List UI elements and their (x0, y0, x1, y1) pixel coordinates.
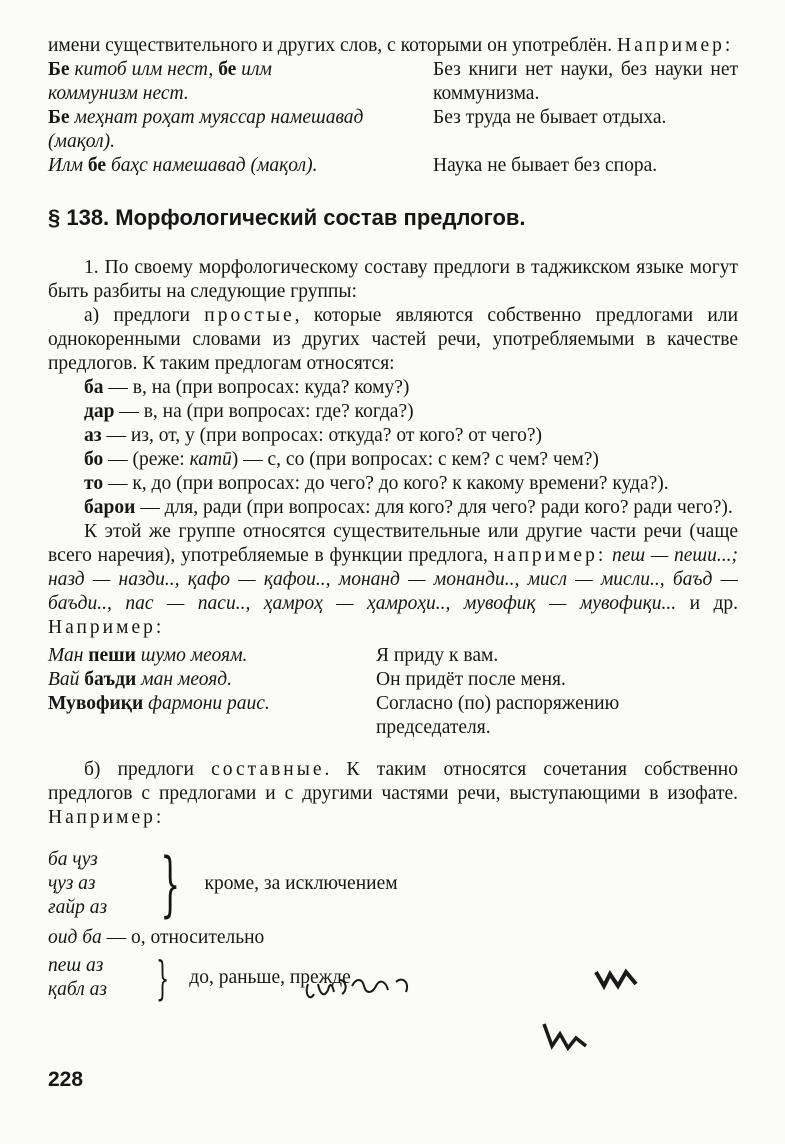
preposition-desc: ) — с, со (при вопросах: с кем? с чем? чем?) (231, 449, 599, 470)
example-run: Бе (48, 59, 75, 80)
example-run: баҳс намешавад (мақол). (110, 155, 318, 176)
example-row (48, 154, 738, 178)
example-russian: Я приду к вам. (376, 645, 499, 666)
example-run: Бе (48, 107, 75, 128)
paragraph-a-prefix: а) предлоги (84, 305, 190, 326)
example-run: фармони раис. (148, 693, 270, 714)
example-tajik (48, 668, 376, 692)
example-tajik (48, 106, 366, 154)
preposition-item (48, 496, 738, 520)
example-russian: Он придёт после меня. (376, 669, 566, 690)
example-run: меҳнат роҳат муяссар намешавад (мақол). (48, 107, 364, 152)
preposition-item (48, 424, 738, 448)
same-group-text: К этой же группе относятся существительные или другие части речи (чаще всего наречия), употребляемые в функции предлога, (48, 521, 738, 566)
example-row (48, 106, 738, 154)
example-run: Илм (48, 155, 88, 176)
example-run: шумо меоям. (140, 645, 248, 666)
examples-block-2 (48, 644, 738, 740)
paragraph-b-prefix: б) предлоги (84, 759, 194, 780)
compound-word: ба ҷуз (48, 849, 98, 870)
preposition-item (48, 400, 738, 424)
handwritten-scribble-icon (540, 1018, 600, 1052)
preposition-desc: — (реже: (103, 449, 190, 470)
example-tajik (48, 692, 376, 740)
handwritten-scribble-icon (300, 972, 430, 1012)
same-group-list: пеш — пеши...; назд — назди.., қафо — қафои.., монанд — монанди.., мисл — мисли.., баъд — баъди.., пас — паси.., ҳамроҳ — ҳамроҳи.., мувофиқ — мувофиқи... (48, 545, 739, 614)
compound-word: қабл аз (48, 979, 107, 1000)
example-run: Мувофиқи (48, 693, 149, 714)
preposition-item (48, 376, 738, 400)
intro-text: имени существительного и других слов, с которыми он употреблён. (48, 35, 613, 56)
example-russian: Без труда не бывает отдыха. (433, 107, 667, 128)
paragraph-same-group (48, 520, 738, 640)
page-number: 228 (48, 1068, 84, 1091)
same-group-example-word: например: (493, 545, 607, 566)
compound-line-2 (48, 926, 738, 950)
preposition-word: дар (84, 401, 115, 422)
prepositions-list (48, 376, 738, 520)
example-russian: Согласно (по) распоряжению председателя. (376, 693, 620, 738)
compound-group-1 (48, 843, 738, 925)
handwritten-scribble-icon (592, 962, 652, 992)
example-run: бе (87, 155, 111, 176)
section-heading: § 138. Морфологический состав предлогов. (48, 205, 526, 230)
preposition-item (48, 472, 738, 496)
preposition-desc: — в, на (при вопросах: где? когда?) (114, 401, 414, 422)
example-tajik (48, 644, 376, 668)
paragraph-b-rest: . К таким относятся сочетания собственно предлогов с предлогами и с другими частями речи, выступающими в изофате. (48, 759, 738, 804)
paragraph-b-term: составные (211, 759, 325, 780)
preposition-desc: — из, от, у (при вопросах: откуда? от кого? от чего?) (101, 425, 543, 446)
example-row (48, 58, 738, 106)
example-row (48, 668, 738, 692)
preposition-desc: — в, на (при вопросах: куда? кому?) (103, 377, 410, 398)
preposition-word: барои (84, 497, 136, 518)
paragraph-a (48, 304, 738, 376)
example-russian: Без книги нет науки, без науки нет коммунизма. (433, 59, 738, 104)
example-row (48, 692, 738, 740)
compound-word: ҷуз аз (48, 873, 96, 894)
same-group-example-word-2: Например: (48, 617, 165, 638)
compound-group-1-words (48, 848, 144, 920)
example-run: китоб илм нест, (74, 59, 219, 80)
example-run: илм коммунизм нест. (48, 59, 272, 104)
preposition-desc: — к, до (при вопросах: до чего? до кого? к какому времени? куда?). (103, 473, 669, 494)
example-run: баъди (84, 669, 142, 690)
example-russian: Наука не бывает без спора. (433, 155, 658, 176)
compound-word: оид ба (48, 927, 102, 948)
preposition-word: ба (84, 377, 104, 398)
example-row (48, 644, 738, 668)
preposition-desc: — для, ради (при вопросах: для кого? для чего? ради кого? ради чего?). (135, 497, 733, 518)
example-run: Ман (48, 645, 89, 666)
paragraph-1: 1. По своему морфологическому составу предлоги в таджикском языке могут быть разбиты на следующие группы: (48, 257, 738, 302)
curly-brace-icon: } (156, 951, 170, 1005)
preposition-word: бо (84, 449, 104, 470)
paragraph-b (48, 758, 738, 830)
page-content (48, 34, 739, 1005)
examples-block-1 (48, 58, 738, 178)
compound-word: ғайр аз (48, 897, 108, 918)
example-run: бе (218, 59, 242, 80)
compound-group-3-meaning: до, раньше, прежде (189, 967, 351, 988)
compound-group-1-meaning: кроме, за исключением (204, 873, 398, 894)
preposition-variant: катӣ (189, 449, 232, 470)
intro-paragraph (48, 34, 738, 58)
example-run: ман меояд. (141, 669, 233, 690)
preposition-word: аз (84, 425, 102, 446)
example-run: Вай (48, 669, 85, 690)
intro-example-word: Например: (617, 35, 734, 56)
example-tajik (48, 58, 366, 106)
curly-brace-icon: } (160, 843, 181, 925)
paragraph-a-term: простые (204, 305, 295, 326)
preposition-item (48, 448, 738, 472)
paragraph-b-example-word: Например: (48, 807, 165, 828)
same-group-tail: и др. (689, 593, 739, 614)
preposition-word: то (84, 473, 104, 494)
compound-group-3-words (48, 954, 144, 1002)
example-run: пеши (88, 645, 141, 666)
compound-word: пеш аз (48, 955, 104, 976)
example-tajik (48, 154, 366, 178)
compound-2-meaning: — о, относительно (101, 927, 265, 948)
paragraph-a-rest: , которые являются собственно предлогами или однокоренными словами из других частей речи, употребляемыми в качестве предлогов. К таким предлогам относятся: (48, 305, 739, 374)
